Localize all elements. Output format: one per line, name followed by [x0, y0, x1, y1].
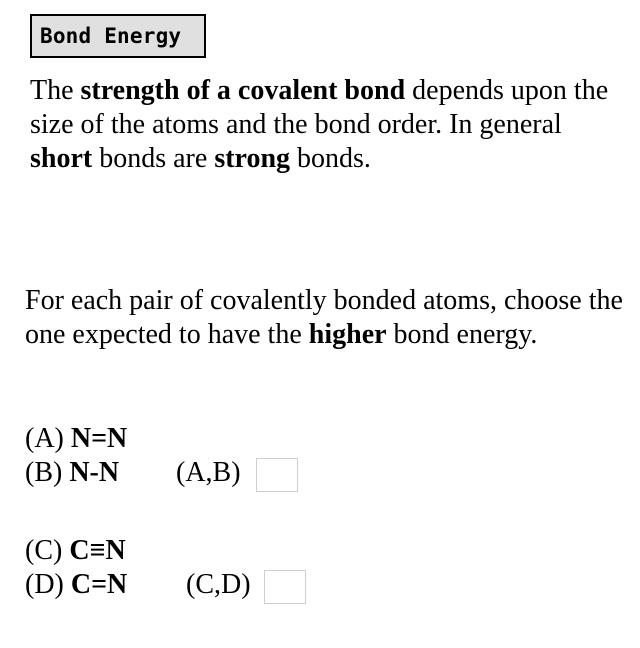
answer-box-ab[interactable] — [256, 458, 298, 492]
instruction-text-2: bond energy. — [386, 319, 538, 350]
instruction-text-1: For each pair of covalently bonded atoms, choose the one expected to have the — [25, 285, 623, 350]
instruction-bold: higher — [308, 319, 387, 350]
intro-text-3: bonds are — [92, 143, 215, 174]
pair-label-cd: (C,D) — [186, 569, 251, 600]
option-d-letter: (D) — [25, 569, 64, 600]
option-c-formula: C≡N — [69, 535, 126, 566]
option-b-formula: N-N — [69, 457, 120, 488]
option-a — [25, 422, 127, 456]
option-d — [25, 568, 127, 602]
intro-bold-1: strength of a covalent bond — [80, 75, 406, 106]
option-a-letter: (A) — [25, 423, 64, 454]
option-d-formula: C=N — [70, 569, 128, 600]
option-b — [25, 456, 119, 490]
title-box — [30, 14, 206, 58]
page-title: Bond Energy — [40, 24, 182, 48]
option-b-letter: (B) — [25, 457, 63, 488]
intro-paragraph — [30, 74, 630, 176]
instruction-paragraph — [25, 284, 635, 352]
intro-text-1: The — [30, 75, 81, 106]
option-a-formula: N=N — [70, 423, 128, 454]
intro-text-4: bonds. — [290, 143, 371, 174]
intro-bold-3: strong — [214, 143, 291, 174]
intro-text-2: depends upon the size of the atoms and the bond order. In general — [30, 75, 609, 140]
answer-box-cd[interactable] — [264, 570, 306, 604]
option-c-letter: (C) — [25, 535, 63, 566]
option-c — [25, 534, 126, 568]
intro-bold-2: short — [30, 143, 93, 174]
pair-label-ab: (A,B) — [176, 457, 241, 488]
